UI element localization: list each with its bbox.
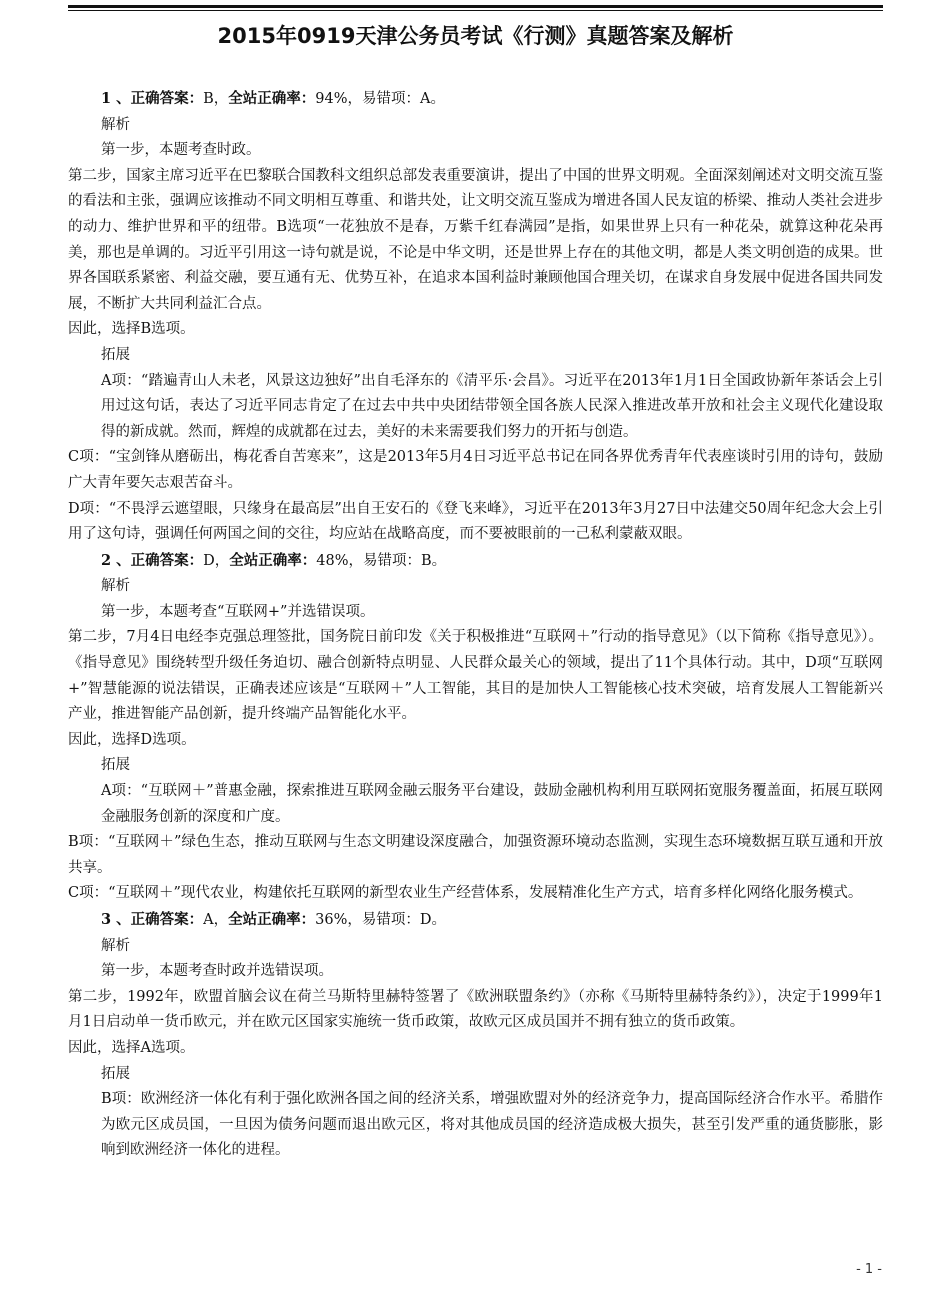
rate-label: 全站正确率： — [229, 551, 317, 569]
answer-label: 正确答案： — [130, 911, 204, 928]
extend-option-d: D项：“不畏浮云遮望眼，只缘身在最高层”出自王安石的《登飞来峰》，习近平在2013年3月27日中法建交50周年纪念大会上引用了这句诗，强调任何两国之间的交往，均应站在战略高度，而不要被眼前的一己私利蒙蔽双眼。 — [68, 500, 883, 543]
answer-value: A， — [203, 912, 229, 928]
question-1-answer-line — [68, 86, 883, 113]
rate-label: 全站正确率： — [228, 90, 316, 107]
extend-label: 拓展 — [101, 1065, 130, 1082]
extend-option-c: C项：“宝剑锋从磨砺出，梅花香自苦寒来”，这是2013年5月4日习近平总书记在同各界优秀青年代表座谈时引用的诗句，鼓励广大青年要矢志艰苦奋斗。 — [68, 449, 883, 491]
analysis-step-1: 第一步，本题考查“互联网+”并选错误项。 — [101, 603, 375, 620]
rate-value: 48%，易错项：B。 — [316, 552, 447, 569]
analysis-label: 解析 — [101, 578, 130, 595]
rate-value: 36%，易错项：D。 — [315, 912, 446, 928]
analysis-step-2: 第二步，国家主席习近平在巴黎联合国教科文组织总部发表重要演讲，提出了中国的世界文明观。全面深刻阐述对文明交流互鉴的看法和主张，强调应该推动不同文明相互尊重、和谐共处，让文明交流互鉴成为增进各国人民友谊的桥梁、推动人类社会进步的动力、维护世界和平的纽带。B选项“一花独放不是春，万紫千红春满园”是指，如果世界上只有一种花朵，就算这种花朵再美，那也是单调的。习近平引用这一诗句就是说，不论是中华文明，还是世界上存在的其他文明，都是人类文明创造的成果。世界各国联系紧密、利益交融，要互通有无、优势互补，在追求本国利益时兼顾他国合理关切，在谋求自身发展中促进各国共同发展，不断扩大共同利益汇合点。 — [68, 167, 883, 312]
answer-label: 正确答案： — [130, 551, 204, 569]
question-3-answer-line — [68, 907, 883, 934]
header-rule-thin — [68, 10, 883, 11]
analysis-label: 解析 — [101, 937, 130, 954]
answer-value: B， — [203, 91, 229, 107]
rate-value: 94%，易错项：A。 — [315, 91, 445, 107]
extend-option-b: B项：“互联网＋”绿色生态，推动互联网与生态文明建设深度融合，加强资源环境动态监测，实现生态环境数据互联互通和开放共享。 — [68, 834, 883, 876]
conclusion: 因此，选择B选项。 — [68, 321, 195, 338]
answer-value: D， — [203, 552, 230, 569]
analysis-step-2: 第二步，1992年，欧盟首脑会议在荷兰马斯特里赫特签署了《欧洲联盟条约》（亦称《马斯特里赫特条约》），决定于1999年1月1日启动单一货币欧元，并在欧元区国家实施统一货币政策，故欧元区成员国并不拥有独立的货币政策。 — [68, 988, 883, 1031]
question-number: 1 、 — [101, 90, 131, 107]
extend-label: 拓展 — [101, 346, 130, 363]
header-rule — [68, 5, 883, 8]
analysis-step-1: 第一步，本题考查时政并选错误项。 — [101, 963, 333, 980]
conclusion: 因此，选择A选项。 — [68, 1039, 195, 1056]
rate-label: 全站正确率： — [228, 911, 316, 928]
extend-option-b: B项：欧洲经济一体化有利于强化欧洲各国之间的经济关系，增强欧盟对外的经济竞争力，提高国际经济合作水平。希腊作为欧元区成员国，一旦因为债务问题而退出欧元区，将对其他成员国的经济造成极大损失，甚至引发严重的通货膨胀，影响到欧洲经济一体化的进程。 — [101, 1091, 883, 1159]
question-number: 3 、 — [101, 911, 131, 928]
question-number: 2 、 — [101, 551, 131, 569]
analysis-step-2: 第二步，7月4日电经李克强总理签批，国务院日前印发《关于积极推进“互联网＋”行动的指导意见》（以下简称《指导意见》）。《指导意见》围绕转型升级任务迫切、融合创新特点明显、人民群众最关心的领域，提出了11个具体行动。其中，D项“互联网+”智慧能源的说法错误，正确表述应该是“互联网＋”人工智能，其目的是加快人工智能核心技术突破，培育发展人工智能新兴产业，推进智能产品创新，提升终端产品智能化水平。 — [68, 629, 883, 723]
extend-option-a: A项：“互联网＋”普惠金融，探索推进互联网金融云服务平台建设，鼓励金融机构利用互联网拓宽服务覆盖面，拓展互联网金融服务创新的深度和广度。 — [101, 783, 883, 825]
answer-label: 正确答案： — [130, 90, 204, 107]
analysis-step-1: 第一步，本题考查时政。 — [101, 142, 261, 159]
extend-option-c: C项：“互联网＋”现代农业，构建依托互联网的新型农业生产经营体系，发展精准化生产方式，培育多样化网络化服务模式。 — [68, 885, 863, 902]
extend-option-a: A项：“踏遍青山人未老，风景这边独好”出自毛泽东的《清平乐·会昌》。习近平在2013年1月1日全国政协新年茶话会上引用过这句话，表达了习近平同志肯定了在过去中共中央团结带领全国各族人民深入推进改革开放和社会主义现代化建设取得的新成就。然而，辉煌的成就都在过去，美好的未来需要我们努力的开拓与创造。 — [101, 372, 883, 440]
question-2-answer-line — [68, 548, 883, 575]
extend-label: 拓展 — [101, 757, 130, 774]
page-title: 2015年0919天津公务员考试《行测》真题答案及解析 — [217, 24, 734, 48]
document-body — [68, 86, 883, 1164]
conclusion: 因此，选择D选项。 — [68, 731, 196, 748]
page-number: - 1 - — [856, 1262, 882, 1277]
analysis-label: 解析 — [101, 116, 130, 133]
